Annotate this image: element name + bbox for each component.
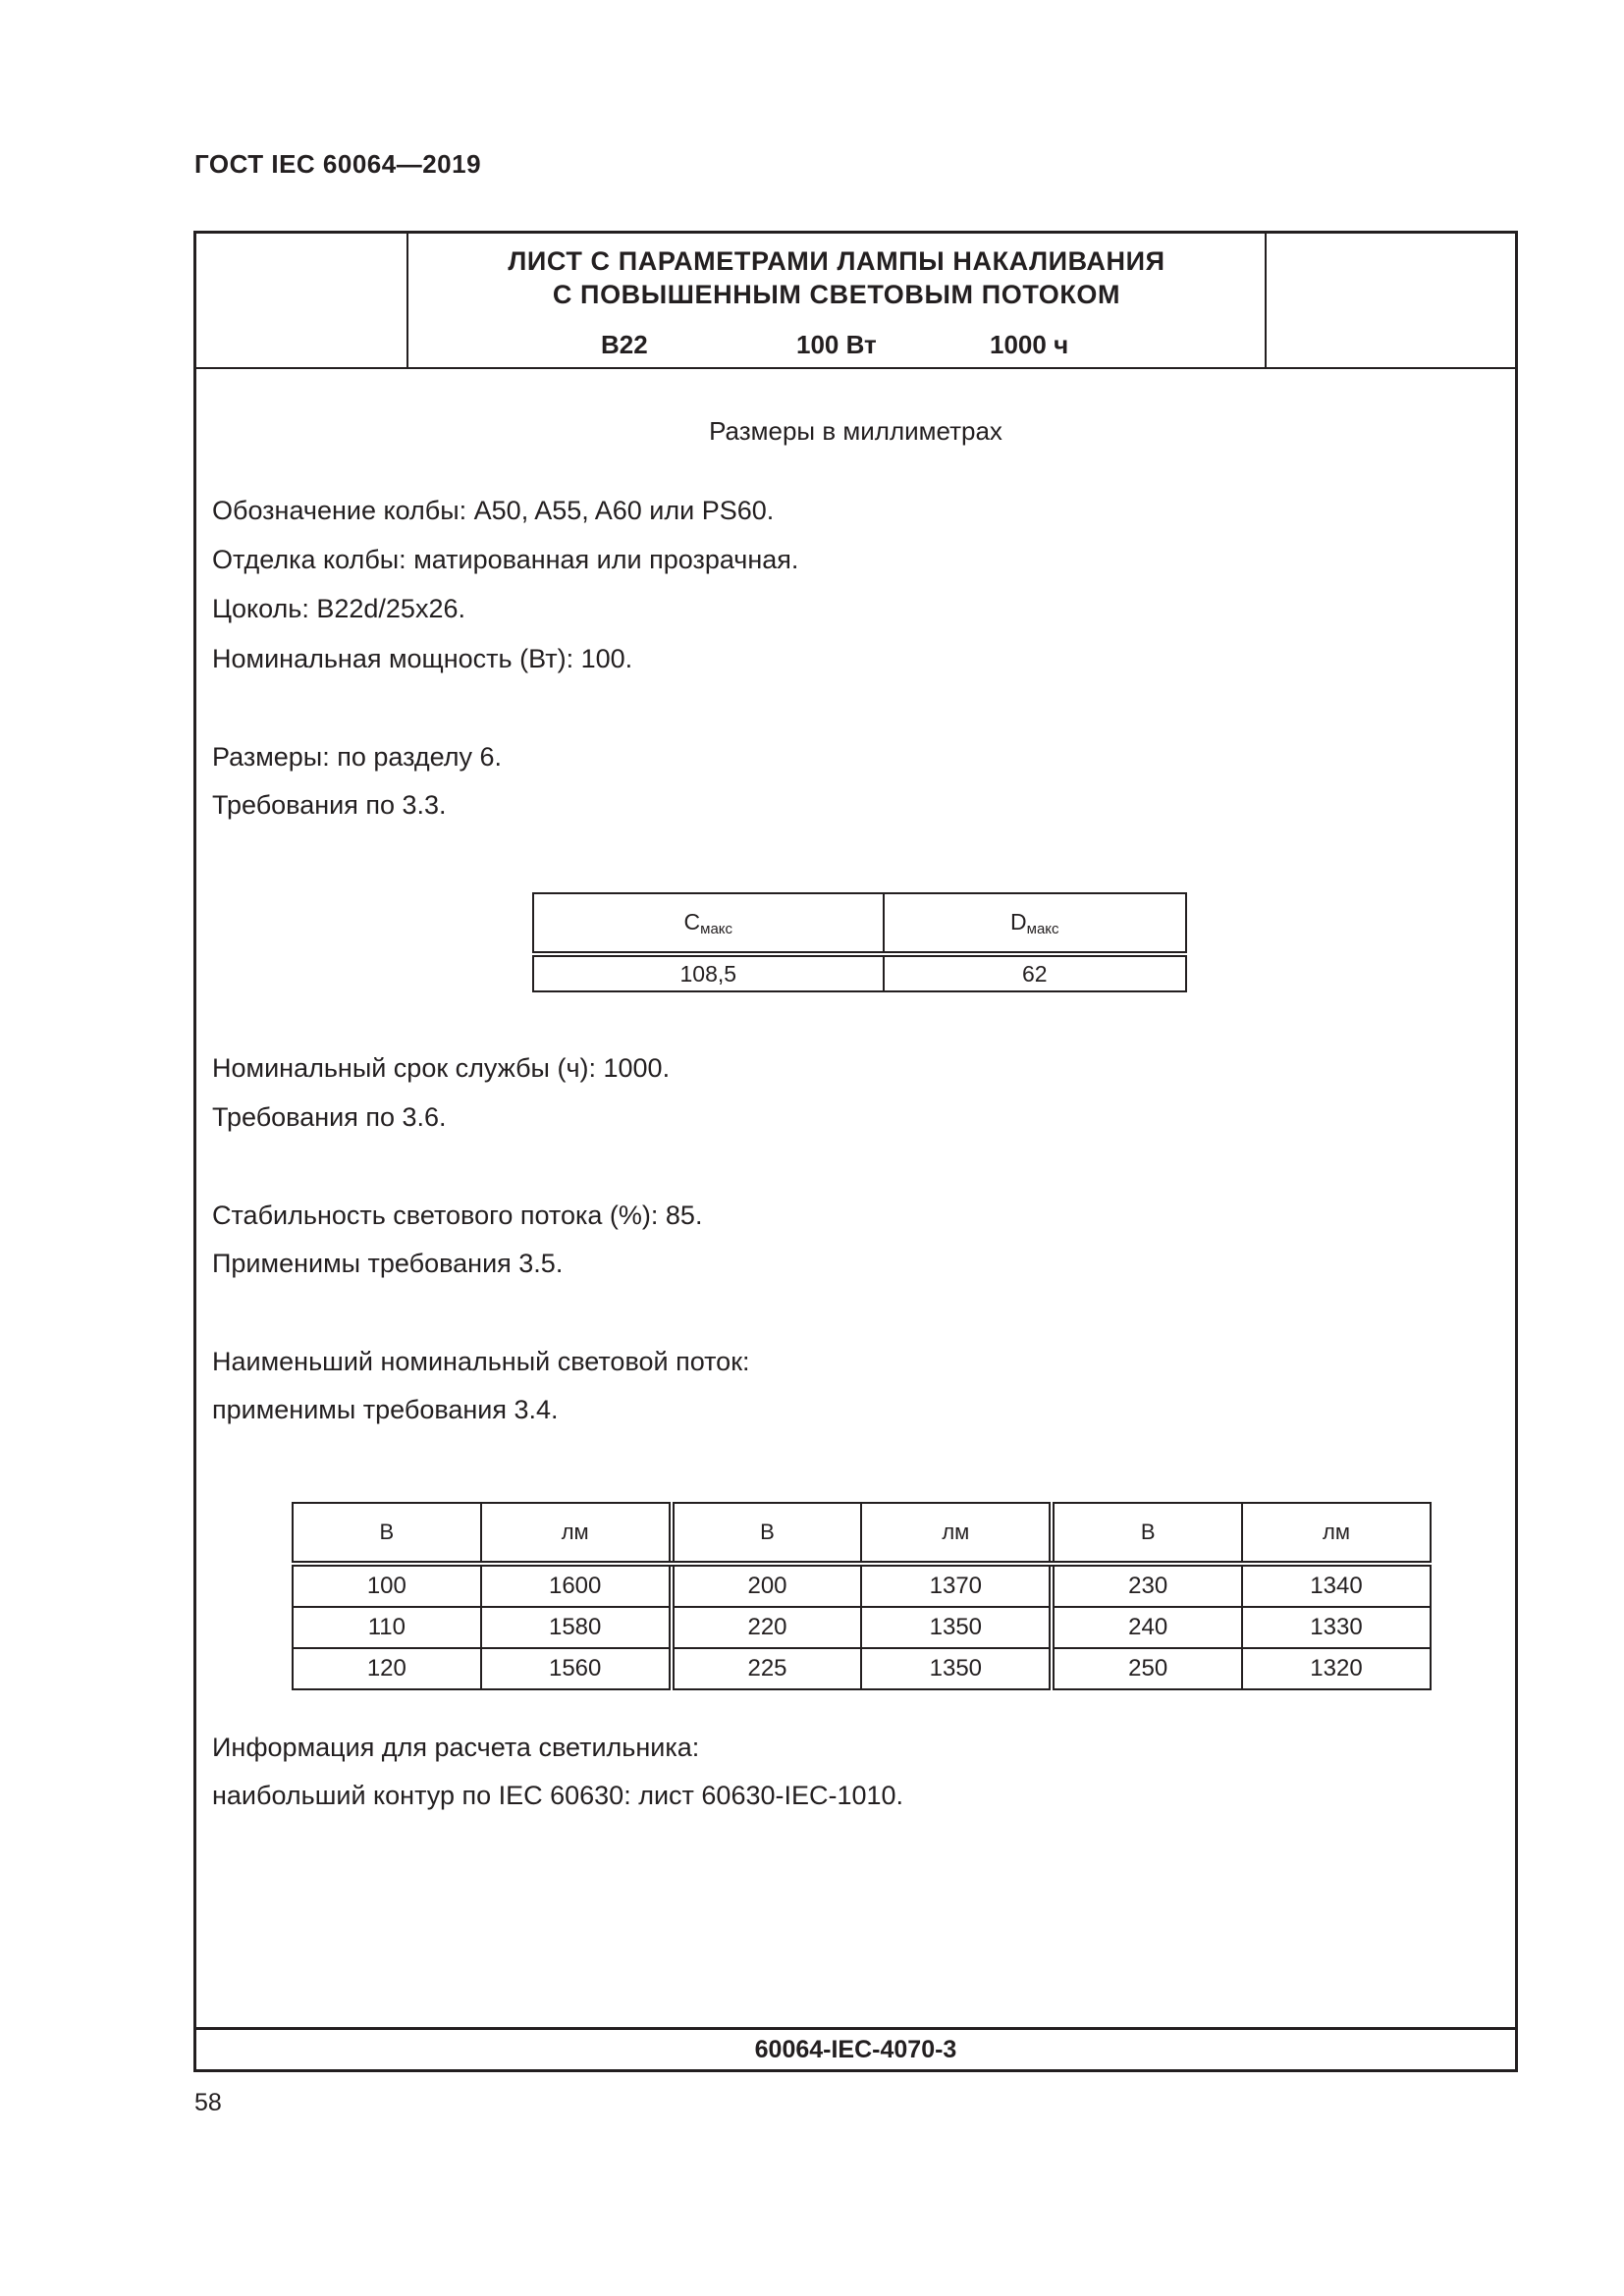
bulb-designation: Обозначение колбы: A50, A55, A60 или PS60. — [212, 496, 775, 525]
d-max-header: $D_{макс}$ — [884, 893, 1186, 954]
voltage-header: В — [672, 1503, 862, 1564]
lumen-cell: 1560 — [481, 1648, 672, 1689]
sheet-title-row — [196, 234, 1515, 369]
max-outline-reference: наибольший контур по IEC 60630: лист 60630-IEC-1010. — [212, 1781, 904, 1810]
units-note: Размеры в миллиметрах — [709, 416, 1002, 446]
table-row — [293, 1648, 1431, 1689]
title-center-cell — [408, 234, 1267, 367]
voltage-cell: 200 — [672, 1564, 862, 1607]
dimension-table — [532, 892, 1187, 992]
min-flux-heading: Наименьший номинальный световой поток: — [212, 1347, 750, 1376]
lumen-cell: 1600 — [481, 1564, 672, 1607]
voltage-header: В — [293, 1503, 481, 1564]
dimensions-ref: Размеры: по разделу 6. — [212, 742, 503, 772]
rated-wattage: Номинальная мощность (Вт): 100. — [212, 644, 633, 673]
voltage-cell: 220 — [672, 1607, 862, 1648]
lumen-cell: 1320 — [1242, 1648, 1431, 1689]
lumen-cell: 1580 — [481, 1607, 672, 1648]
power-spec: 100 Вт — [796, 330, 877, 359]
table-row — [293, 1564, 1431, 1607]
luminaire-info-heading: Информация для расчета светильника: — [212, 1733, 700, 1762]
lumen-cell: 1350 — [861, 1607, 1052, 1648]
voltage-cell: 250 — [1052, 1648, 1242, 1689]
voltage-cell: 110 — [293, 1607, 481, 1648]
title-left-cell — [196, 234, 408, 367]
parameter-sheet-frame — [193, 231, 1518, 2072]
flux-table-header-row — [293, 1503, 1431, 1564]
bulb-finish: Отделка колбы: матированная или прозрачная. — [212, 545, 799, 574]
requirements-3-6: Требования по 3.6. — [212, 1102, 447, 1132]
title-right-cell — [1267, 234, 1515, 367]
cap-spec: B22 — [601, 330, 648, 359]
luminous-flux-table — [292, 1502, 1432, 1690]
d-max-value: 62 — [884, 954, 1186, 991]
lumen-cell: 1370 — [861, 1564, 1052, 1607]
lumen-cell: 1340 — [1242, 1564, 1431, 1607]
life-spec: 1000 ч — [990, 330, 1069, 359]
voltage-cell: 225 — [672, 1648, 862, 1689]
lumen-cell: 1350 — [861, 1648, 1052, 1689]
table-row — [293, 1607, 1431, 1648]
voltage-cell: 230 — [1052, 1564, 1242, 1607]
voltage-cell: 100 — [293, 1564, 481, 1607]
sheet-title-line-1: ЛИСТ С ПАРАМЕТРАМИ ЛАМПЫ НАКАЛИВАНИЯ — [508, 246, 1165, 276]
c-max-header: $C_{макс}$ — [533, 893, 884, 954]
voltage-header: В — [1052, 1503, 1242, 1564]
document-standard-header: ГОСТ IEC 60064—2019 — [194, 149, 482, 179]
sheet-title-line-2: С ПОВЫШЕННЫМ СВЕТОВЫМ ПОТОКОМ — [552, 280, 1121, 309]
cap-type: Цоколь: B22d/25x26. — [212, 594, 465, 623]
c-max-value: 108,5 — [533, 954, 884, 991]
lumen-cell: 1330 — [1242, 1607, 1431, 1648]
requirements-3-5: Применимы требования 3.5. — [212, 1249, 564, 1278]
requirements-3-3: Требования по 3.3. — [212, 790, 447, 820]
requirements-3-4: применимы требования 3.4. — [212, 1395, 559, 1424]
lumen-header: лм — [861, 1503, 1052, 1564]
rated-life: Номинальный срок службы (ч): 1000. — [212, 1053, 671, 1083]
lumen-header: лм — [1242, 1503, 1431, 1564]
voltage-cell: 120 — [293, 1648, 481, 1689]
lumen-maintenance: Стабильность светового потока (%): 85. — [212, 1201, 703, 1230]
voltage-cell: 240 — [1052, 1607, 1242, 1648]
lumen-header: лм — [481, 1503, 672, 1564]
sheet-number: 60064-IEC-4070-3 — [196, 2027, 1515, 2072]
page-number: 58 — [194, 2089, 222, 2116]
